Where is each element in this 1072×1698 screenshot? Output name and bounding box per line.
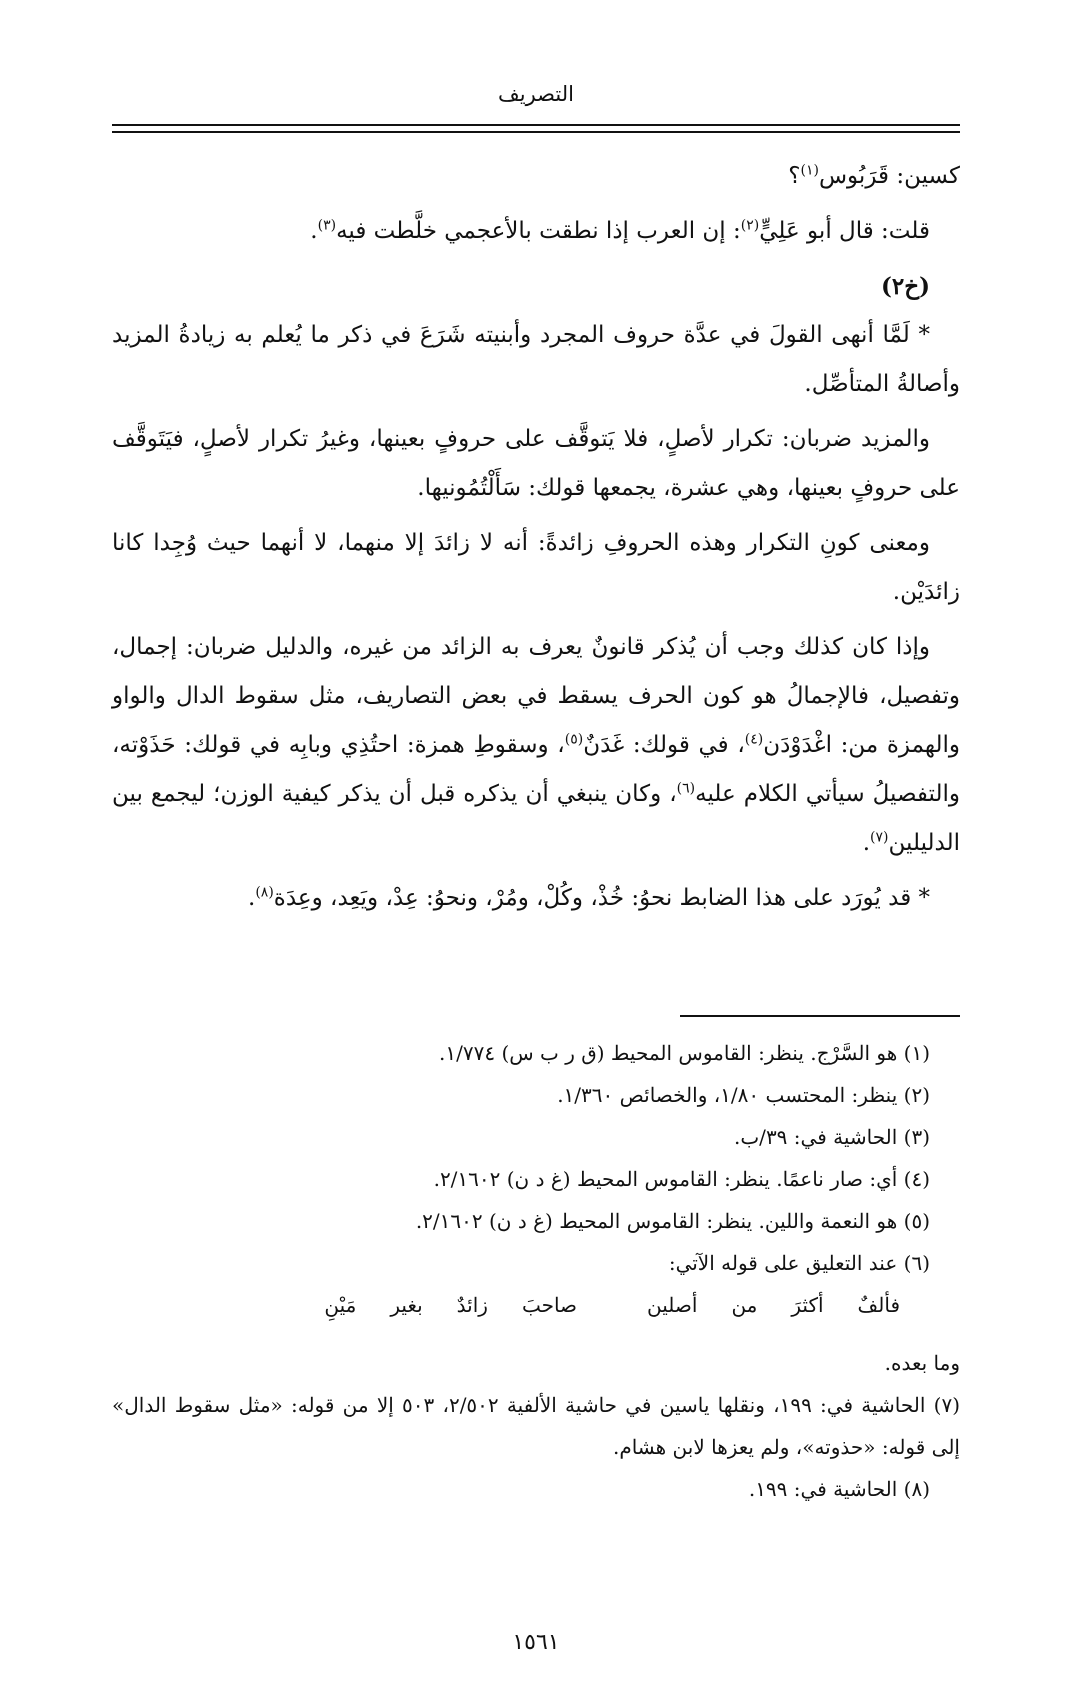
footnote-ref-3: (٣) bbox=[317, 217, 337, 234]
page-number: ١٥٦١ bbox=[512, 1630, 560, 1655]
verse-word: فألفٌ bbox=[857, 1293, 900, 1317]
paragraph-5 bbox=[112, 874, 960, 923]
footnote-5: (٥) هو النعمة واللين. ينظر: القاموس المحيط (غ د ن) ٢/١٦٠٢. bbox=[415, 1209, 930, 1233]
footnote-ref-1: (١) bbox=[800, 162, 819, 179]
line-question-text: كسين: قَرَبُوس bbox=[818, 163, 960, 189]
verse-word: صاحبَ bbox=[521, 1293, 578, 1317]
footnote-ref-5: (٥) bbox=[564, 731, 584, 748]
footnote-6-continuation: وما بعده. bbox=[884, 1351, 960, 1375]
footnotes-section bbox=[112, 1032, 960, 1510]
quote-pre: قلت: قال أبو عَلِيٍّ bbox=[759, 218, 930, 244]
quote-paragraph bbox=[112, 207, 960, 256]
paragraph-4-b: ، في قولك: غَدَنٌ bbox=[583, 732, 745, 758]
footnote-ref-4: (٤) bbox=[744, 731, 764, 748]
paragraph-4-e: . bbox=[862, 830, 871, 856]
paragraph-4-a: وإذا كان كذلك وجب أن يُذكر قانونٌ يعرف به الزائد من غيره، والدليل ضربان: إجمال، وتفصيل، فالإجمالُ هو كون الحرف يسقط في بعض التصاريف، مثل سقوط الدال والواو والهمزة من: اغْدَوْدَن bbox=[112, 634, 961, 758]
verse-word: من bbox=[731, 1293, 758, 1317]
footnote-4: (٤) أي: صار ناعمًا. ينظر: القاموس المحيط (غ د ن) ٢/١٦٠٢. bbox=[433, 1167, 930, 1191]
footnote-ref-8: (٨) bbox=[255, 884, 274, 901]
paragraph-5-end: . bbox=[248, 885, 256, 911]
paragraph-4 bbox=[112, 623, 960, 868]
verse-word: أصلين bbox=[647, 1293, 698, 1317]
footnote-2: (٢) ينظر: المحتسب ١/٨٠، والخصائص ١/٣٦٠. bbox=[557, 1083, 930, 1107]
footnote-3: (٣) الحاشية في: ٣٩/ب. bbox=[734, 1125, 930, 1149]
paragraph-1: * لَمَّا أنهى القولَ في عدَّة حروف المجرد وأبنيته شَرَعَ في ذكر ما يُعلم به زيادةُ المزيد وأصالةُ المتأصِّل. bbox=[112, 322, 960, 397]
paragraph-4-c: ، وسقوطِ همزة: احتُذِي وبابِه في قولك: حَذَوْته، والتفصيلُ سيأتي الكلام عليه bbox=[112, 732, 960, 807]
line-question bbox=[112, 152, 960, 201]
verse-word: مَيْنِ bbox=[324, 1293, 357, 1317]
paragraph-5-text: * قد يُورَد على هذا الضابط نحوُ: خُذْ، وكُلْ، ومُرْ، ونحوُ: عِدْ، ويَعِد، وعِدَة bbox=[273, 885, 930, 911]
footnote-1: (١) هو السَّرْج. ينظر: القاموس المحيط (ق ر ب س) ١/٧٧٤. bbox=[439, 1041, 930, 1065]
quote-mid: : إن العرب إذا نطقت بالأعجمي خلَّطت فيه bbox=[336, 218, 741, 244]
main-text bbox=[112, 152, 960, 929]
footnote-ref-2: (٢) bbox=[740, 217, 760, 234]
quote-end: . bbox=[310, 218, 318, 244]
paragraph-3: ومعنى كونِ التكرار وهذه الحروفِ زائدةً: أنه لا زائدَ إلا منهما، لا أنهما حيث وُجِدا كانا زائدَيْن. bbox=[112, 530, 960, 605]
line-question-end: ؟ bbox=[788, 163, 801, 189]
footnote-ref-7: (٧) bbox=[870, 829, 889, 846]
header-rule-top bbox=[112, 124, 960, 126]
running-header-title: التصريف bbox=[498, 82, 574, 106]
paragraph-2: والمزيد ضربان: تكرار لأصلٍ، فلا يَتوقَّف على حروفٍ بعينها، وغيرُ تكرار لأصلٍ، فيَتَوقَّف على حروفٍ بعينها، وهي عشرة، يجمعها قولك: سَأَلْتُمُونيها. bbox=[112, 426, 960, 501]
poetry-verse bbox=[112, 1284, 960, 1326]
footnote-ref-6: (٦) bbox=[676, 780, 696, 797]
verse-word: أكثرَ bbox=[791, 1293, 824, 1317]
section-marker: (خ٢) bbox=[881, 273, 930, 300]
header-rule-bottom bbox=[112, 131, 960, 133]
footnote-7: (٧) الحاشية في: ١٩٩، ونقلها ياسين في حاشية الألفية ٢/٥٠٢، ٥٠٣ إلا من قوله: «مثل سقوط الدال» إلى قوله: «حذوته»، ولم يعزها لابن هشام. bbox=[112, 1393, 961, 1459]
verse-word: زائدٌ bbox=[456, 1293, 488, 1317]
footnote-6: (٦) عند التعليق على قوله الآتي: bbox=[668, 1251, 930, 1275]
verse-word: بغير bbox=[390, 1293, 423, 1317]
footnote-separator bbox=[680, 1015, 960, 1017]
footnote-8: (٨) الحاشية في: ١٩٩. bbox=[748, 1477, 930, 1501]
paragraph-4-d: ، وكان ينبغي أن يذكره قبل أن يذكر كيفية الوزن؛ ليجمع بين الدليلين bbox=[112, 781, 960, 856]
